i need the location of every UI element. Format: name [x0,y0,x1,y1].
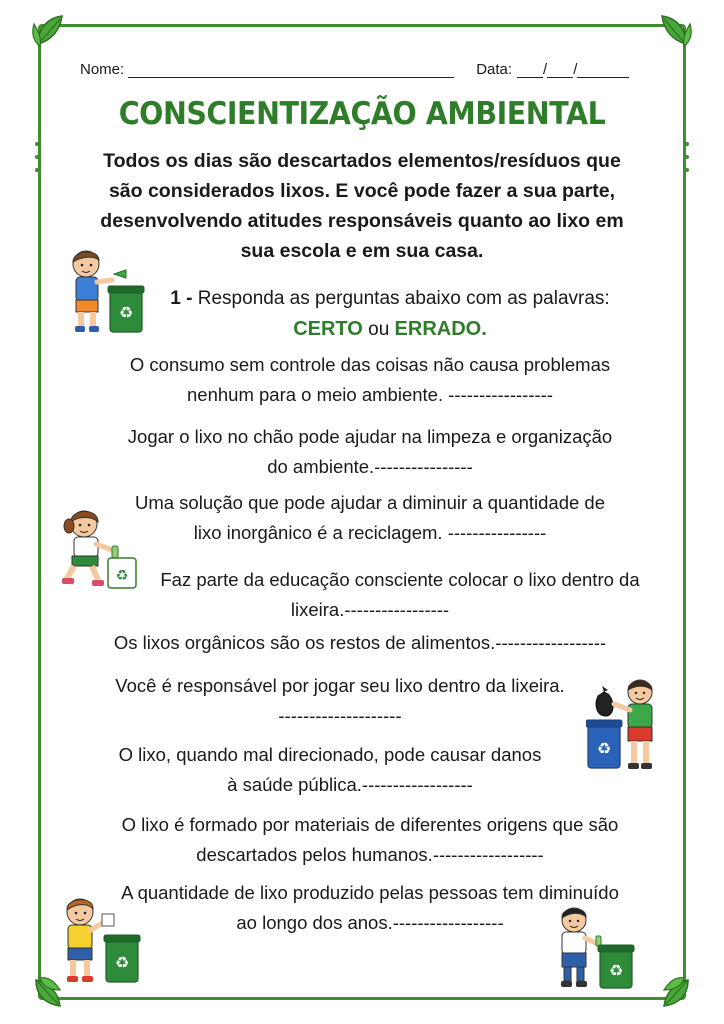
statement-2 [90,422,650,482]
statement-line: A quantidade de lixo produzido pelas pessoas tem diminuído [121,882,619,903]
intro-line: Todos os dias são descartados elementos/resíduos que [103,150,621,172]
leaf-icon [650,972,694,1012]
statement-answer-line[interactable]: do ambiente.---------------- [267,456,473,477]
statement-line[interactable]: Os lixos orgânicos são os restos de alimentos.------------------ [113,632,607,653]
date-year-line[interactable] [577,63,629,78]
date-separator: / [543,61,548,78]
svg-text:♻: ♻ [114,953,130,972]
intro-line: desenvolvendo atitudes responsáveis quanto ao lixo em [100,210,624,232]
question-instruction [150,284,630,345]
statement-answer-line[interactable]: -------------------- [278,705,402,726]
intro-paragraph [70,146,654,266]
decorative-dots [684,142,690,181]
statement-answer-line[interactable]: nenhum para o meio ambiente. ----------------- [187,384,553,405]
kid-recycling-illustration [64,244,152,340]
question-number: 1 - [170,288,193,309]
statement-4 [130,565,670,625]
statement-answer-line[interactable]: descartados pelos humanos.------------------ [196,844,544,865]
statement-line: Você é responsável por jogar seu lixo dentro da lixeira. [115,675,565,696]
date-day-line[interactable] [517,63,543,78]
header-row [80,54,652,78]
statement-8 [80,810,660,870]
statement-line: Uma solução que pode ajudar a diminuir a quantidade de [134,492,605,513]
date-label: Data: [476,61,513,78]
statement-line: O lixo, quando mal direcionado, pode causar danos [118,744,542,765]
decorative-dots [34,142,40,181]
intro-line: sua escola e em sua casa. [240,240,484,262]
statement-answer-line[interactable]: à saúde pública.------------------ [227,774,473,795]
statement-1 [90,350,650,410]
kid-recycling-illustration [556,902,636,990]
kid-recycling-illustration [586,676,660,776]
statement-answer-line[interactable]: lixeira.----------------- [290,599,450,620]
kid-recycling-illustration [56,892,142,988]
date-separator: / [573,61,578,78]
statement-line: O consumo sem controle das coisas não causa problemas [129,354,611,375]
svg-text:♻: ♻ [118,303,134,322]
word-period: . [481,318,487,340]
word-or: ou [368,319,390,340]
statement-7 [70,740,590,800]
svg-text:♻: ♻ [596,739,612,758]
statement-5 [70,628,650,658]
word-false: ERRADO [394,318,482,340]
name-label: Nome: [80,61,125,78]
page-title: CONSCIENTIZAÇÃO AMBIENTAL [118,96,606,132]
statement-3 [90,488,650,548]
intro-line: são considerados lixos. E você pode fazer a sua parte, [108,180,616,202]
statement-line: Faz parte da educação consciente colocar o lixo dentro da [160,569,640,590]
svg-text:♻: ♻ [608,961,624,980]
name-field-line[interactable] [128,63,454,78]
statement-answer-line[interactable]: lixo inorgânico é a reciclagem. ---------------- [193,522,547,543]
statement-line: O lixo é formado por materiais de diferentes origens que são [121,814,619,835]
leaf-icon [32,10,76,50]
statement-answer-line[interactable]: ao longo dos anos.------------------ [236,912,504,933]
date-month-line[interactable] [547,63,573,78]
statement-line: Jogar o lixo no chão pode ajudar na limpeza e organização [127,426,613,447]
kid-recycling-illustration [58,504,140,590]
word-true: CERTO [293,318,363,340]
leaf-icon [648,10,692,50]
svg-text:♻: ♻ [115,568,129,584]
question-text: Responda as perguntas abaixo com as palavras: [197,288,610,309]
statement-6 [70,671,610,731]
